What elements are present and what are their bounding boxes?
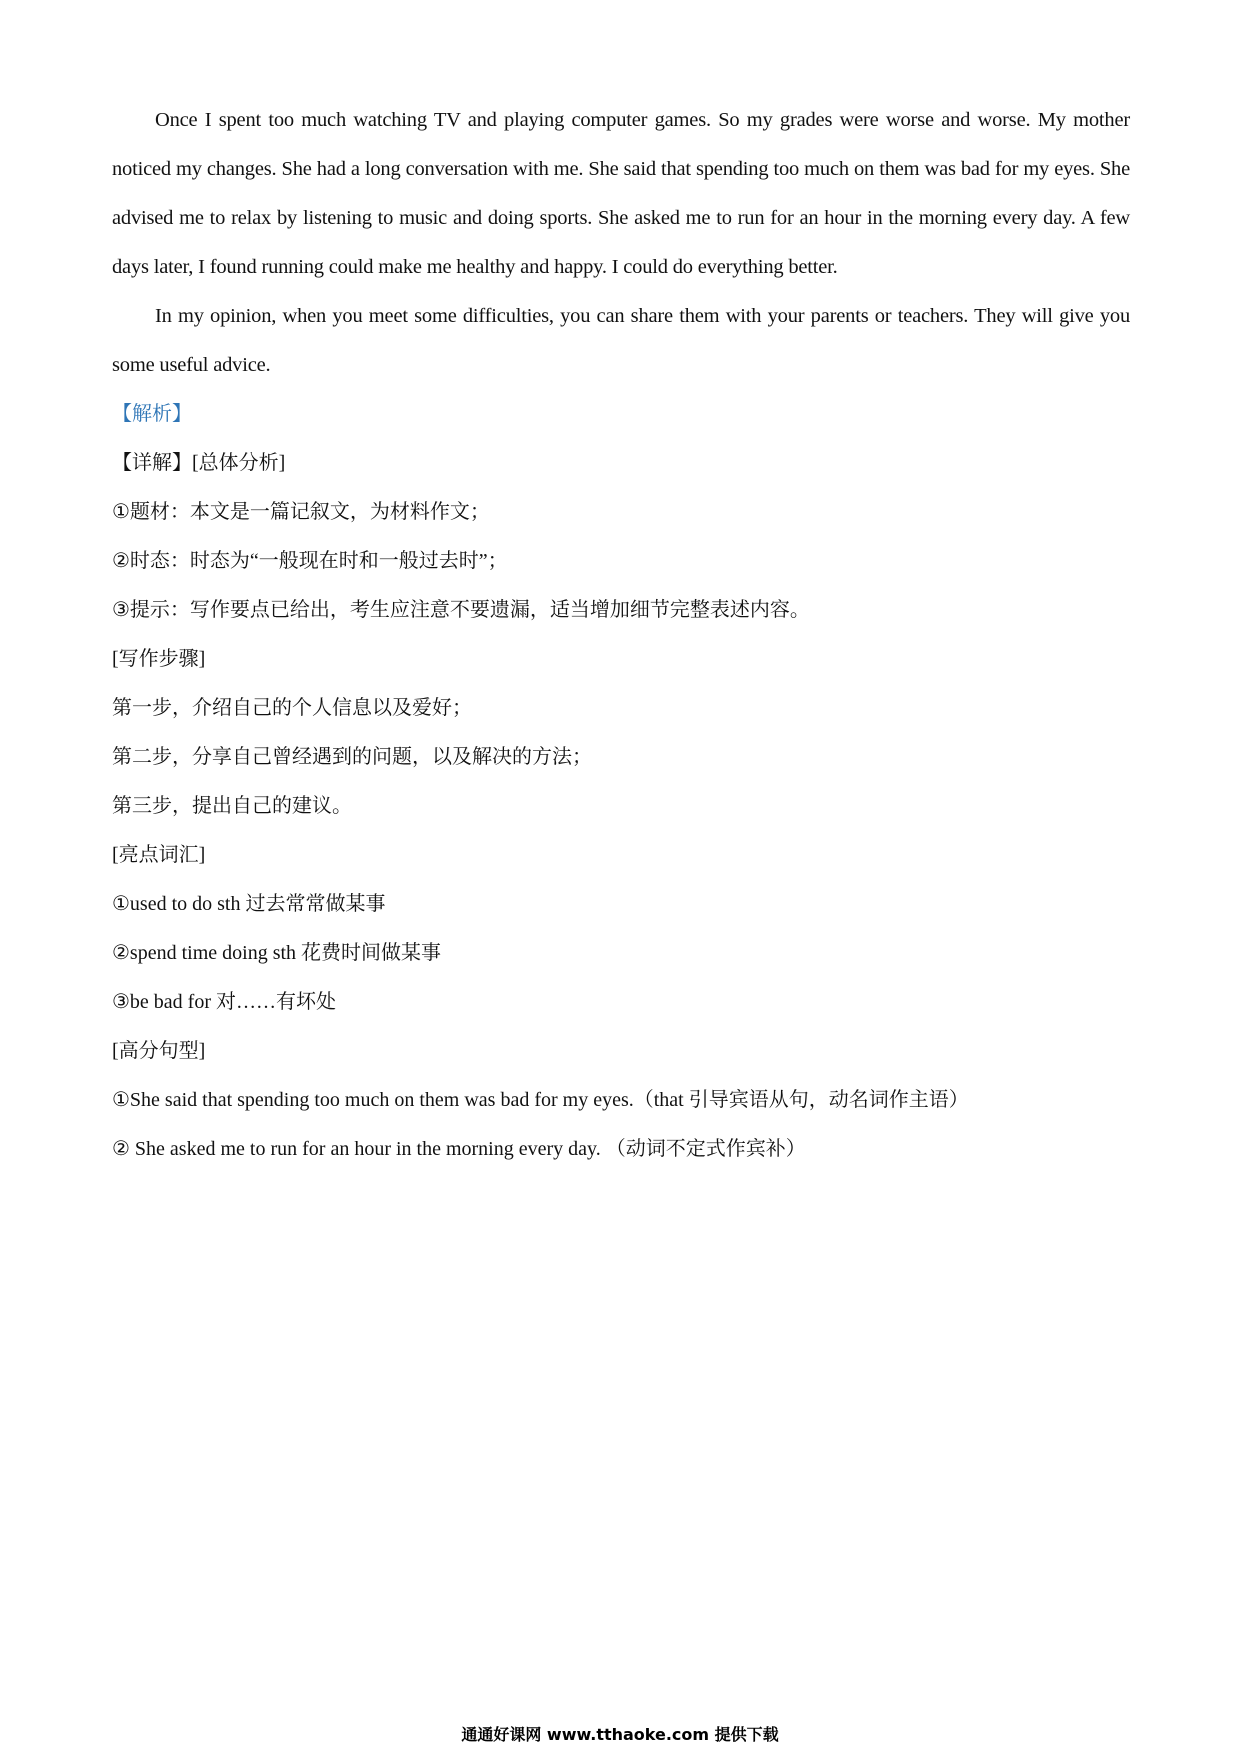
step-item-3: 第三步，提出自己的建议。 [112, 795, 352, 817]
page-footer: 通通好课网 www.tthaoke.com 提供下载 [461, 1725, 779, 1744]
essay-paragraph-1: Once I spent too much watching TV and playing computer games. So my grades were worse and worse. My mother noticed my changes. She had a long conversation with me. She said that spending too much on them was bad for my eyes. She advised me to relax by listening to music and doing sports. She asked me to run for an hour in the morning every day. A few days later, I found running could make me healthy and happy. I could do everything better. [112, 109, 1130, 278]
sentences-heading: [高分句型] [112, 1040, 206, 1062]
sentence-item-1: ①She said that spending too much on them was bad for my eyes.（that 引导宾语从句，动名词作主语） [112, 1089, 969, 1111]
document-body [112, 96, 1130, 1174]
vocab-heading: [亮点词汇] [112, 844, 206, 866]
overall-item-2: ②时态：时态为“一般现在时和一般过去时”； [112, 550, 508, 572]
analysis-label: 【解析】 [112, 403, 192, 425]
step-item-1: 第一步，介绍自己的个人信息以及爱好； [112, 697, 472, 719]
vocab-item-2: ②spend time doing sth 花费时间做某事 [112, 942, 442, 964]
steps-heading: [写作步骤] [112, 648, 206, 670]
essay-paragraph-2: In my opinion, when you meet some difficulties, you can share them with your parents or teachers. They will give you some useful advice. [112, 305, 1130, 376]
overall-item-1: ①题材：本文是一篇记叙文，为材料作文； [112, 501, 490, 523]
detail-heading: 【详解】[总体分析] [112, 452, 286, 474]
step-item-2: 第二步，分享自己曾经遇到的问题，以及解决的方法； [112, 746, 592, 768]
vocab-item-3: ③be bad for 对……有坏处 [112, 991, 337, 1013]
overall-item-3: ③提示：写作要点已给出，考生应注意不要遗漏，适当增加细节完整表述内容。 [112, 599, 810, 621]
sentence-item-2: ② She asked me to run for an hour in the morning every day. （动词不定式作宾补） [112, 1138, 806, 1160]
vocab-item-1: ①used to do sth 过去常常做某事 [112, 893, 386, 915]
